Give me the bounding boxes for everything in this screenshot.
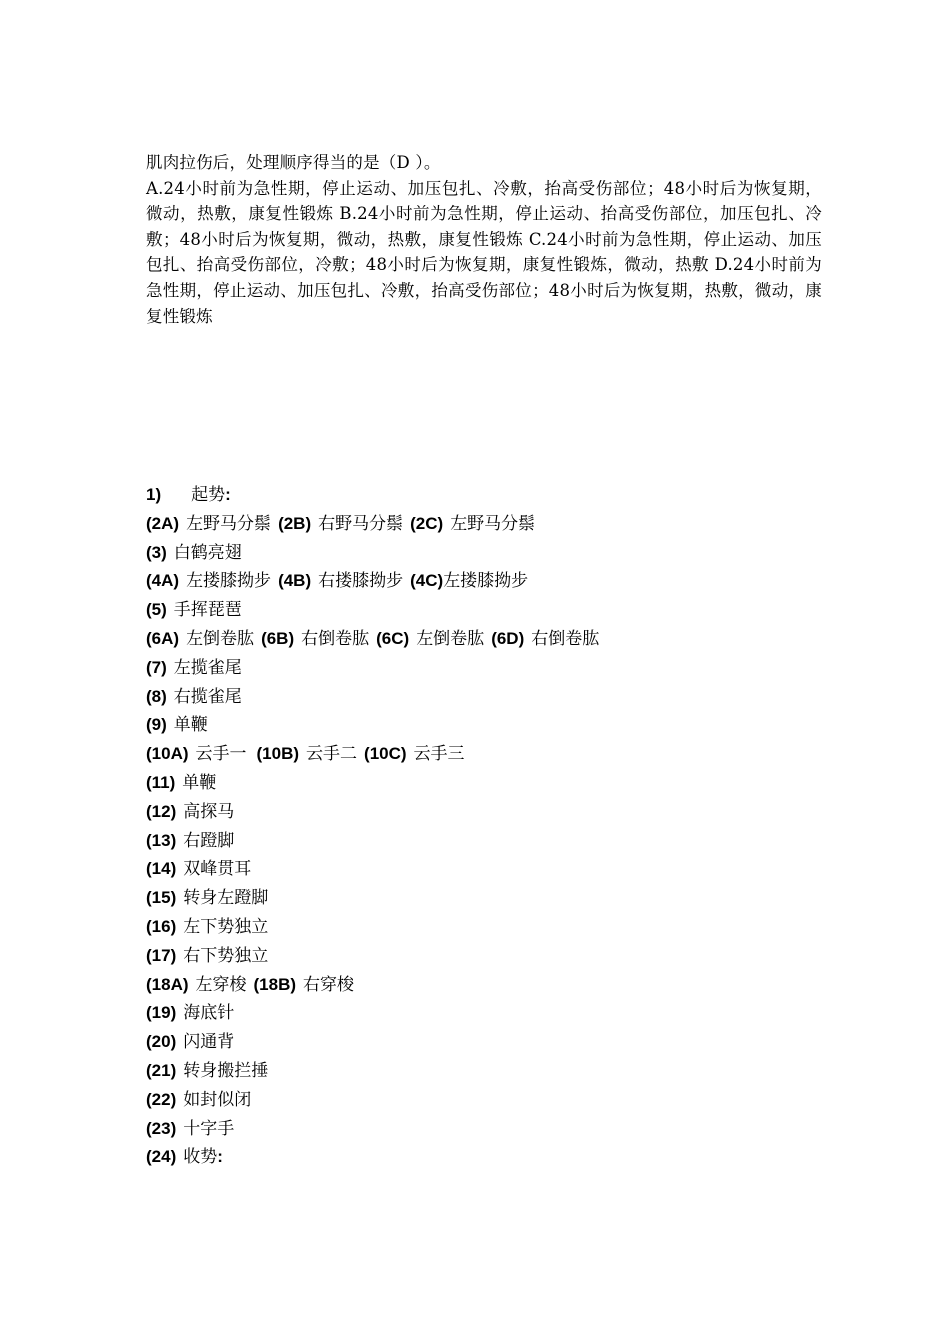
form-name: 单鞭 xyxy=(173,715,208,736)
form-number: (2B) xyxy=(278,513,312,533)
form-colon: : xyxy=(225,485,231,504)
form-number: (7) xyxy=(146,657,167,677)
form-number: (15) xyxy=(146,888,177,908)
form-name: 转身搬拦捶 xyxy=(183,1060,269,1081)
form-row xyxy=(146,884,846,913)
form-name: 右倒卷肱 xyxy=(531,628,600,649)
form-row xyxy=(146,625,846,654)
form-number: (12) xyxy=(146,801,177,821)
form-number: (4C) xyxy=(410,571,444,591)
form-row xyxy=(146,711,846,740)
form-name: 右穿梭 xyxy=(303,974,355,995)
form-row xyxy=(146,942,846,971)
form-row xyxy=(146,683,846,712)
form-row xyxy=(146,913,846,942)
form-name: 十字手 xyxy=(183,1118,235,1139)
form-name: 单鞭 xyxy=(182,772,217,793)
form-number: (4B) xyxy=(278,571,312,591)
form-row xyxy=(146,567,846,596)
form-row xyxy=(146,1115,846,1144)
form-row xyxy=(146,1143,846,1172)
form-name: 闪通背 xyxy=(183,1032,235,1053)
form-number: (6D) xyxy=(491,628,525,648)
form-name: 右倒卷肱 xyxy=(301,628,370,649)
form-number: (18B) xyxy=(253,974,297,994)
form-number: (8) xyxy=(146,686,167,706)
form-row xyxy=(146,971,846,1000)
form-row xyxy=(146,596,846,625)
form-number: (9) xyxy=(146,715,167,735)
form-row xyxy=(146,769,846,798)
form-number: (6B) xyxy=(261,628,295,648)
form-number: (5) xyxy=(146,600,167,620)
form-colon: : xyxy=(217,1147,223,1167)
form-name: 海底针 xyxy=(183,1003,235,1024)
form-number: (16) xyxy=(146,916,177,936)
question-block xyxy=(146,150,822,329)
form-name: 左下势独立 xyxy=(183,916,269,937)
form-number: (17) xyxy=(146,945,177,965)
form-name: 云手三 xyxy=(413,744,465,765)
form-name: 高探马 xyxy=(183,801,235,822)
form-name: 右揽雀尾 xyxy=(173,686,242,707)
form-row xyxy=(146,510,846,539)
question-stem: 肌肉拉伤后，处理顺序得当的是（D ）。 xyxy=(146,153,441,172)
form-row xyxy=(146,1057,846,1086)
taichi-forms-list xyxy=(146,481,846,1172)
form-number: (10B) xyxy=(256,744,300,764)
form-name: 收势 xyxy=(183,1147,218,1168)
form-name: 右野马分鬃 xyxy=(318,513,404,534)
form-name: 白鹤亮翅 xyxy=(173,542,242,563)
form-row xyxy=(146,1086,846,1115)
form-number: (6A) xyxy=(146,628,180,648)
form-number: (10C) xyxy=(364,744,407,764)
form-name: 如封似闭 xyxy=(183,1089,252,1110)
form-number: (2C) xyxy=(410,513,444,533)
form-row xyxy=(146,539,846,568)
form-row xyxy=(146,999,846,1028)
form-number: (3) xyxy=(146,542,167,562)
form-name: 起势 xyxy=(191,485,226,505)
form-row xyxy=(146,654,846,683)
form-name: 左倒卷肱 xyxy=(186,628,255,649)
form-number: (14) xyxy=(146,859,177,879)
form-number: (18A) xyxy=(146,974,189,994)
form-number: (4A) xyxy=(146,571,180,591)
form-row xyxy=(146,798,846,827)
form-number: 1) xyxy=(146,485,162,504)
form-name: 左搂膝拗步 xyxy=(443,571,529,592)
form-number: (20) xyxy=(146,1032,177,1052)
form-name: 右蹬脚 xyxy=(183,830,235,851)
form-number: (23) xyxy=(146,1118,177,1138)
form-number: (21) xyxy=(146,1060,177,1080)
form-name: 云手二 xyxy=(306,744,358,765)
form-name: 双峰贯耳 xyxy=(183,859,252,880)
form-row xyxy=(146,827,846,856)
form-name: 左穿梭 xyxy=(195,974,247,995)
form-name: 转身左蹬脚 xyxy=(183,888,269,909)
form-name: 左搂膝拗步 xyxy=(186,571,272,592)
form-number: (19) xyxy=(146,1003,177,1023)
form-row xyxy=(146,1028,846,1057)
form-name: 右下势独立 xyxy=(183,945,269,966)
form-name: 右搂膝拗步 xyxy=(318,571,404,592)
form-name: 左揽雀尾 xyxy=(173,657,242,678)
form-name: 左野马分鬃 xyxy=(186,513,272,534)
form-number: (2A) xyxy=(146,513,180,533)
form-number: (13) xyxy=(146,830,177,850)
form-name: 云手一 xyxy=(195,744,247,765)
form-name: 左野马分鬃 xyxy=(450,513,536,534)
form-number: (24) xyxy=(146,1147,177,1167)
question-options: A.24小时前为急性期，停止运动、加压包扎、冷敷，抬高受伤部位；48小时后为恢复期，微动，热敷，康复性锻炼 B.24小时前为急性期，停止运动、抬高受伤部位，加压包扎、冷敷；48小时后为恢复期，微动，热敷，康复性锻炼 C.24小时前为急性期，停止运动、加压包扎、抬高受伤部位，冷敷；48小时后为恢复期，康复性锻炼，微动，热敷 D.24小时前为急性期，停止运动、加压包扎、冷敷，抬高受伤部位；48小时后为恢复期，热敷，微动，康复性锻炼 xyxy=(146,178,822,326)
form-number: (6C) xyxy=(376,628,410,648)
form-number: (11) xyxy=(146,772,176,792)
form-number: (22) xyxy=(146,1089,177,1109)
form-row xyxy=(146,481,846,510)
form-name: 手挥琵琶 xyxy=(173,600,242,621)
form-name: 左倒卷肱 xyxy=(416,628,485,649)
form-number: (10A) xyxy=(146,744,189,764)
form-row xyxy=(146,855,846,884)
form-row xyxy=(146,740,846,769)
